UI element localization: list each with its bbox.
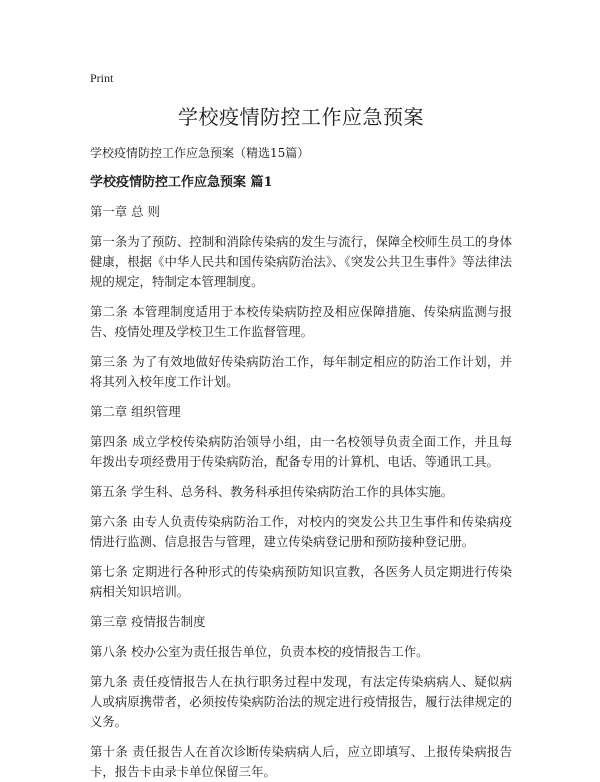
section-heading: 学校疫情防控工作应急预案 篇1: [90, 175, 273, 190]
chapter-heading: 第一章 总 则: [90, 204, 160, 219]
print-link[interactable]: Print: [90, 71, 114, 85]
article-paragraph: 第四条 成立学校传染病防治领导小组，由一名校领导负责全面工作，并且每年拨出专项经费用于传染病防治，配备专用的计算机、电话、等通讯工具。: [90, 434, 512, 469]
article-paragraph: 第六条 由专人负责传染病防治工作，对校内的突发公共卫生事件和传染病疫情进行监测、信息报告与管理，建立传染病登记册和预防接种登记册。: [90, 514, 512, 549]
article-paragraph: 第五条 学生科、总务科、教务科承担传染病防治工作的具体实施。: [90, 484, 454, 499]
chapter-heading: 第三章 疫情报告制度: [90, 614, 206, 629]
chapter-heading: 第二章 组织管理: [90, 404, 181, 419]
article-paragraph: 第三条 为了有效地做好传染病防治工作，每年制定相应的防治工作计划，并将其列入校年度工作计划。: [90, 354, 512, 389]
article-paragraph: 第一条为了预防、控制和消除传染病的发生与流行，保障全校师生员工的身体健康，根据《中华人民共和国传染病防治法》、《突发公共卫生事件》等法律法规的规定，特制定本管理制度。: [90, 234, 512, 289]
article-paragraph: 第九条 责任疫情报告人在执行职务过程中发现，有法定传染病病人、疑似病人或病原携带者，必须按传染病防治法的规定进行疫情报告，履行法律规定的义务。: [90, 674, 512, 729]
page-title: 学校疫情防控工作应急预案: [178, 105, 424, 129]
article-paragraph: 第七条 定期进行各种形式的传染病预防知识宣教，各医务人员定期进行传染病相关知识培训。: [90, 564, 512, 599]
article-paragraph: 第二条 本管理制度适用于本校传染病防控及相应保障措施、传染病监测与报告、疫情处理及学校卫生工作监督管理。: [90, 304, 512, 339]
document-subtitle: 学校疫情防控工作应急预案（精选15篇）: [90, 146, 310, 160]
article-paragraph: 第十条 责任报告人在首次诊断传染病病人后，应立即填写、上报传染病报告卡，报告卡由录卡单位保留三年。: [90, 744, 512, 779]
article-paragraph: 第八条 校办公室为责任报告单位，负责本校的疫情报告工作。: [90, 644, 429, 659]
